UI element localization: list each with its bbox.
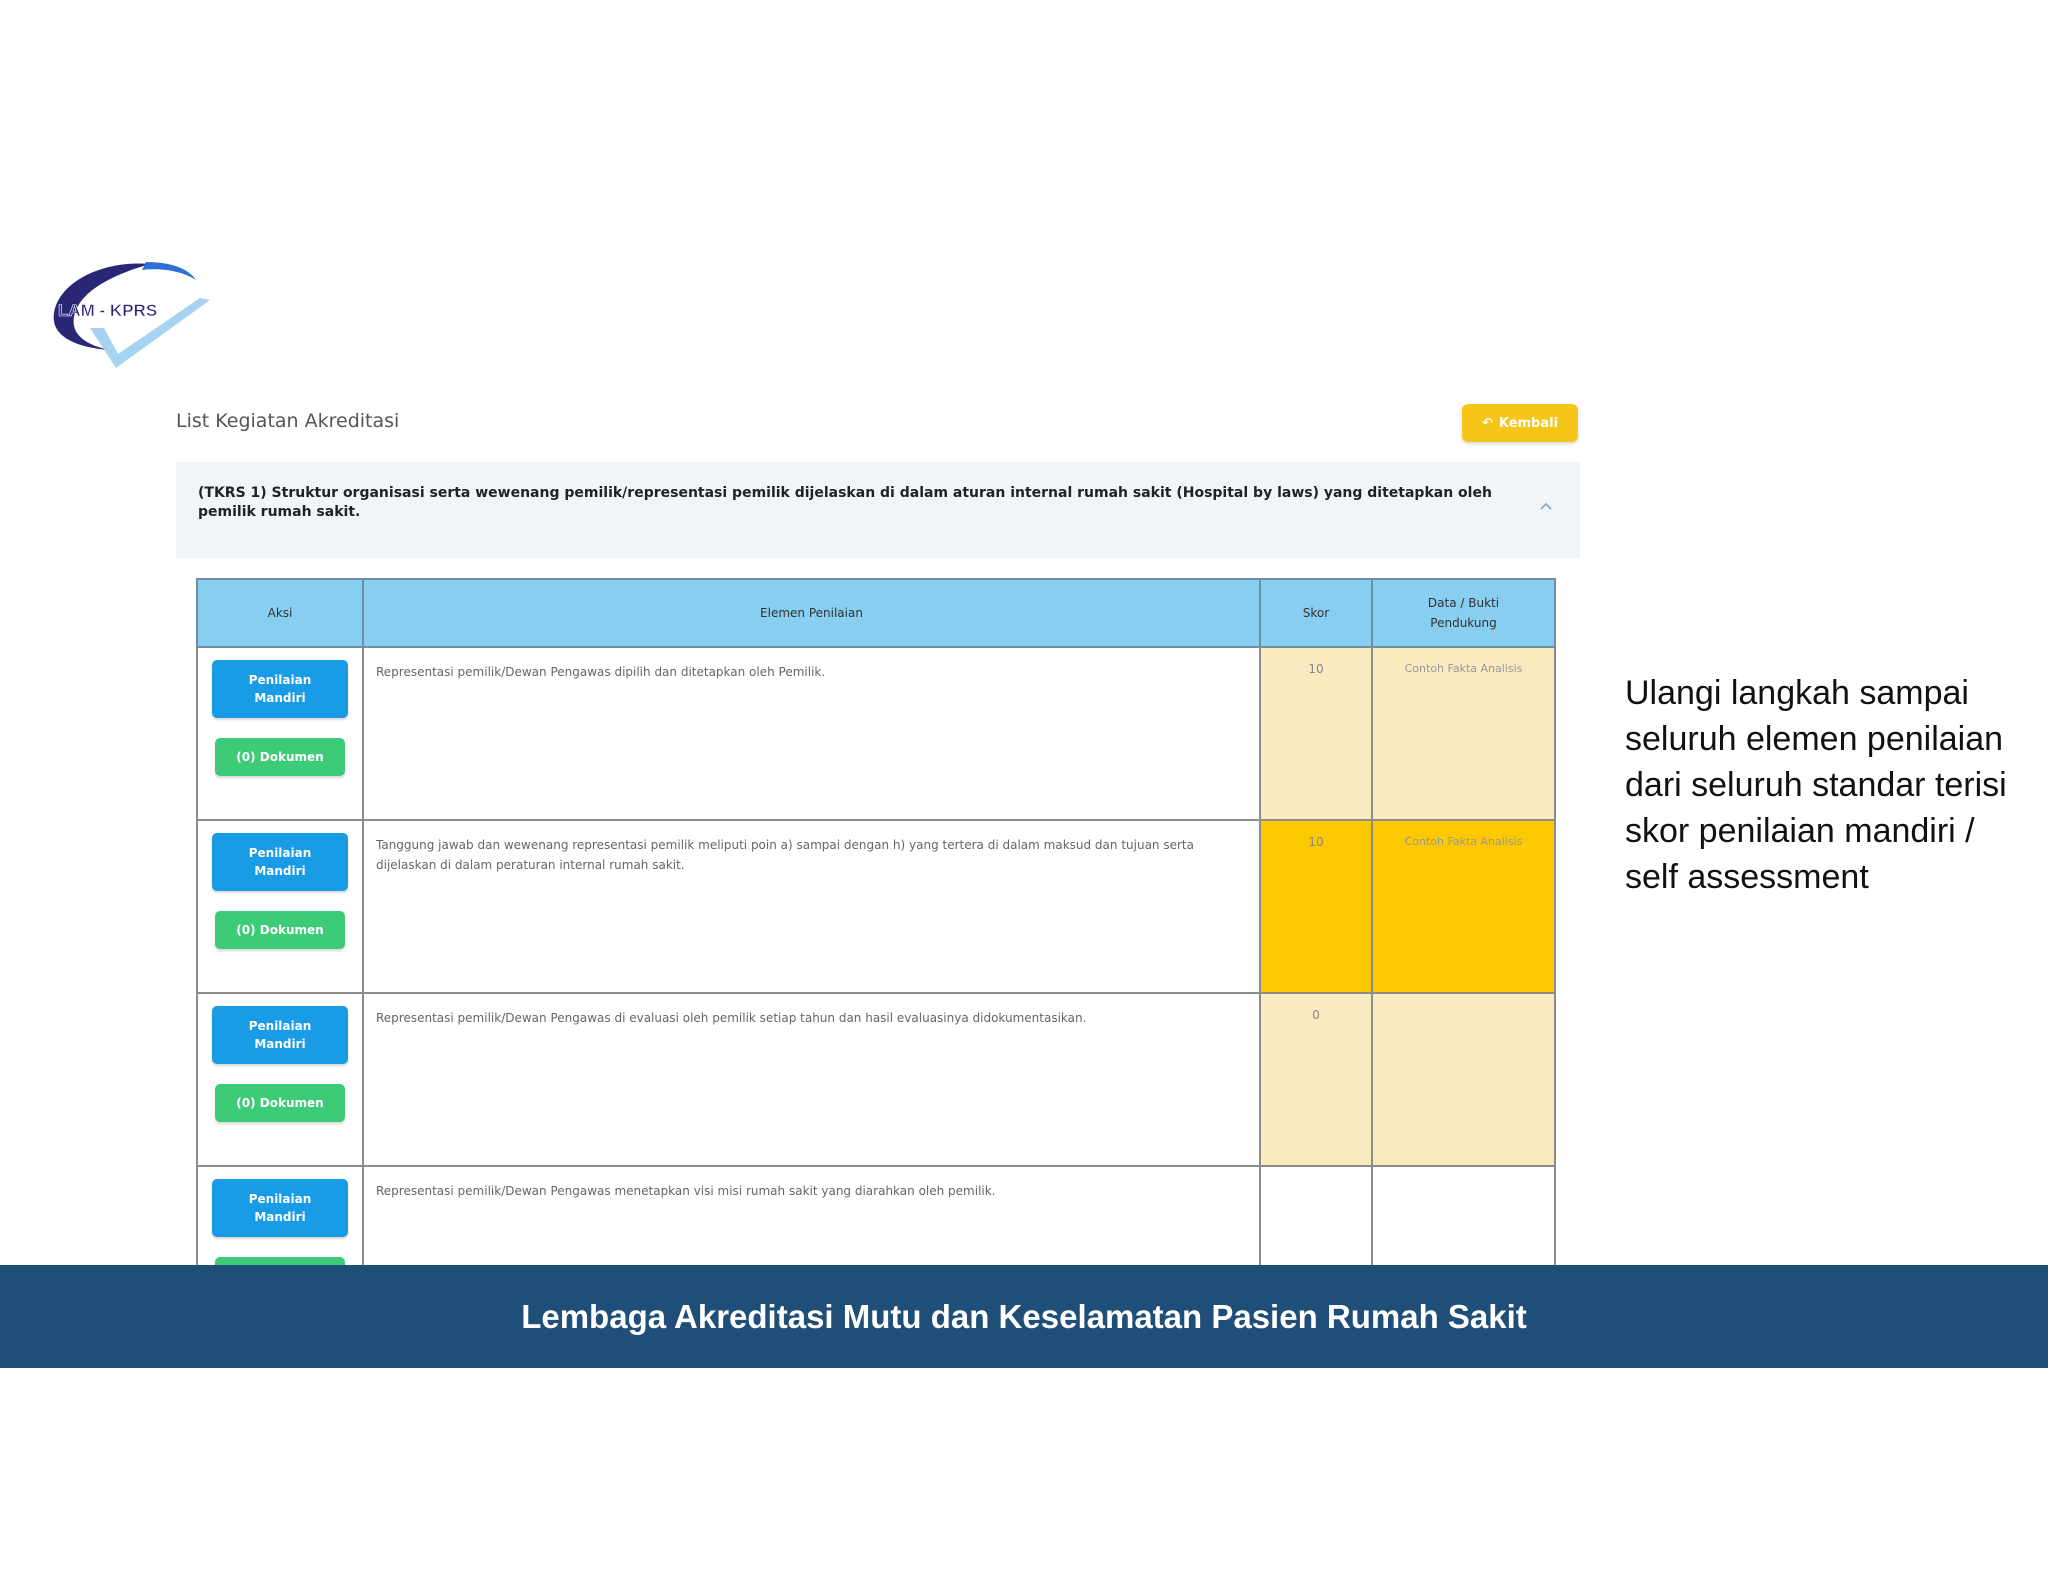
skor-cell: 0 (1260, 993, 1372, 1166)
elemen-penilaian-cell: Representasi pemilik/Dewan Pengawas dipilih dan ditetapkan oleh Pemilik. (363, 647, 1260, 820)
table-row (197, 647, 1555, 820)
skor-cell: 10 (1260, 647, 1372, 820)
standard-title: (TKRS 1) Struktur organisasi serta wewenang pemilik/representasi pemilik dijelaskan di dalam aturan internal rumah sakit (Hospital by laws) yang ditetapkan oleh pemilik rumah sakit. (198, 485, 1492, 520)
aksi-cell (197, 647, 363, 820)
instruction-note: Ulangi langkah sampai seluruh elemen penilaian dari seluruh standar terisi skor penilaian mandiri / self assessment (1625, 674, 2007, 896)
header-aksi: Aksi (197, 579, 363, 647)
header-elemen-penilaian: Elemen Penilaian (363, 579, 1260, 647)
penilaian-mandiri-button[interactable]: Penilaian Mandiri (212, 1179, 348, 1237)
back-button[interactable] (1462, 404, 1578, 442)
aksi-cell (197, 993, 363, 1166)
penilaian-mandiri-button[interactable]: Penilaian Mandiri (212, 833, 348, 891)
table-row (197, 993, 1555, 1166)
bukti-cell[interactable] (1372, 993, 1555, 1166)
footer-banner (0, 1265, 2048, 1368)
app-screenshot (176, 398, 1580, 1238)
table-row (197, 820, 1555, 993)
standard-panel[interactable] (176, 462, 1580, 558)
chevron-up-icon[interactable] (1538, 498, 1554, 514)
table-header-row (197, 579, 1555, 647)
dokumen-button[interactable]: (0) Dokumen (215, 1084, 345, 1122)
assessment-table (196, 578, 1556, 1340)
bukti-cell[interactable]: Contoh Fakta Analisis (1372, 820, 1555, 993)
back-button-label: Kembali (1498, 415, 1559, 431)
header-data-bukti: Data / Bukti Pendukung (1372, 579, 1555, 647)
footer-text: Lembaga Akreditasi Mutu dan Keselamatan Pasien Rumah Sakit (521, 1297, 1527, 1335)
logo-text: LAM - KPRS (58, 301, 158, 320)
page-title: List Kegiatan Akreditasi (176, 410, 400, 432)
elemen-penilaian-cell: Representasi pemilik/Dewan Pengawas di evaluasi oleh pemilik setiap tahun dan hasil evaluasinya didokumentasikan. (363, 993, 1260, 1166)
back-arrow-icon: ↶ (1481, 415, 1493, 431)
skor-cell: 10 (1260, 820, 1372, 993)
lam-kprs-logo (50, 258, 220, 378)
elemen-penilaian-cell: Representasi pemilik/Dewan Pengawas menetapkan visi misi rumah sakit yang diarahkan oleh pemilik. (363, 1166, 1260, 1339)
elemen-penilaian-cell: Tanggung jawab dan wewenang representasi pemilik meliputi poin a) sampai dengan h) yang tertera di dalam maksud dan tujuan serta dijelaskan di dalam peraturan internal rumah sakit. (363, 820, 1260, 993)
bukti-cell[interactable]: Contoh Fakta Analisis (1372, 647, 1555, 820)
dokumen-button[interactable]: (0) Dokumen (215, 911, 345, 949)
penilaian-mandiri-button[interactable]: Penilaian Mandiri (212, 660, 348, 718)
dokumen-button[interactable]: (0) Dokumen (215, 738, 345, 776)
header-skor: Skor (1260, 579, 1372, 647)
penilaian-mandiri-button[interactable]: Penilaian Mandiri (212, 1006, 348, 1064)
aksi-cell (197, 820, 363, 993)
